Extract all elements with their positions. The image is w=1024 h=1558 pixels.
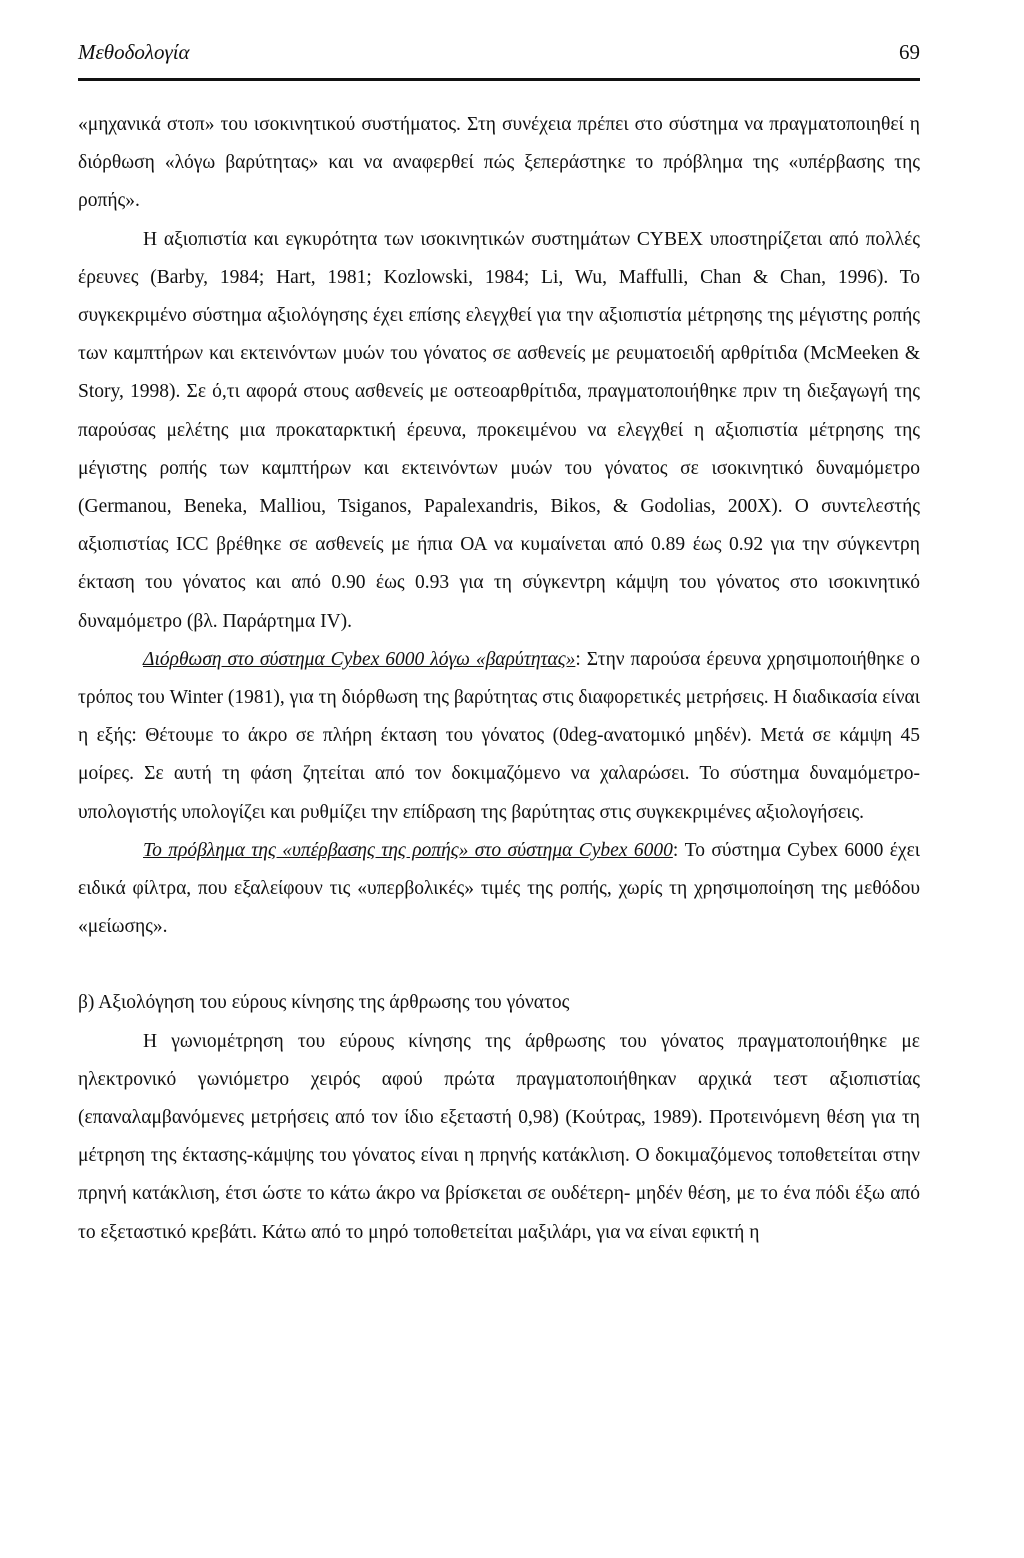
torque-overshoot-heading: Το πρόβλημα της «υπέρβασης της ροπής» στο σύστημα Cybex 6000 [143, 839, 673, 861]
gravity-correction-body: : Στην παρούσα έρευνα χρησιμοποιήθηκε ο τρόπος του Winter (1981), για τη διόρθωση της βαρύτητας στις διαφορετικές μετρήσεις. Η διαδικασία είναι η εξής: Θέτουμε το άκρο σε πλήρη έκταση του γόνατος (0deg-ανατομικό μηδέν). Μετά σε κάμψη 45 μοίρες. Σε αυτή τη φάση ζητείται από τον δοκιμαζόμενο να χαλαρώσει. Το σύστημα δυναμόμετρο-υπολογιστής υπολογίζει και ρυθμίζει την επίδραση της βαρύτητας στις συγκεκριμένες αξιολογήσεις. [78, 648, 920, 823]
paragraph-continuation: «μηχανικά στοπ» του ισοκινητικού συστήματος. Στη συνέχεια πρέπει στο σύστημα να πραγματοποιηθεί η διόρθωση «λόγω βαρύτητας» και να αναφερθεί πώς ξεπεράστηκε το πρόβλημα της «υπέρβασης της ροπής». [78, 114, 920, 212]
section-title: Μεθοδολογία [78, 40, 190, 64]
paragraph-torque-overshoot [78, 832, 920, 947]
page-number: 69 [899, 40, 920, 64]
section-b-heading: β) Αξιολόγηση του εύρους κίνησης της άρθρωσης του γόνατος [78, 992, 570, 1014]
header-rule [78, 78, 920, 81]
torque-overshoot-body: : Το σύστημα Cybex 6000 έχει ειδικά φίλτρα, που εξαλείφουν τις «υπερβολικές» τιμές της ροπής, χωρίς τη χρησιμοποίηση της μεθόδου «μείωσης». [78, 839, 921, 938]
paragraph-gravity-correction [78, 641, 920, 832]
paragraph-reliability: Η αξιοπιστία και εγκυρότητα των ισοκινητικών συστημάτων CYBEX υποστηρίζεται από πολλές έρευνες (Barby, 1984; Hart, 1981; Kozlowski, 1984; Li, Wu, Maffulli, Chan & Chan, 1996). Το συγκεκριμένο σύστημα αξιολόγησης έχει επίσης ελεγχθεί για την αξιοπιστία μέτρησης της μέγιστης ροπής των καμπτήρων και εκτεινόντων μυών του γόνατος σε ασθενείς με ρευματοειδή αρθρίτιδα (McMeeken & Story, 1998). Σε ό,τι αφορά στους ασθενείς με οστεοαρθρίτιδα, πραγματοποιήθηκε πριν τη διεξαγωγή της παρούσας μελέτης μια προκαταρκτική έρευνα, προκειμένου να ελεγχθεί η αξιοπιστία μέτρησης της μέγιστης ροπής των καμπτήρων και εκτεινόντων μυών του γόνατος σε ισοκινητικό δυναμόμετρο (Germanou, Beneka, Malliou, Tsiganos, Papalexandris, Bikos, & Godolias, 200X). Ο συντελεστής αξιοπιστίας ICC βρέθηκε σε ασθενείς με ήπια ΟΑ να κυμαίνεται από 0.89 έως 0.92 για την σύγκεντρη έκταση του γόνατος και από 0.90 έως 0.93 για τη σύγκεντρη κάμψη του γόνατος στο ισοκινητικό δυναμόμετρο (βλ. Παράρτημα IV). [78, 228, 920, 632]
running-head [78, 40, 920, 74]
gravity-correction-heading: Διόρθωση στο σύστημα Cybex 6000 λόγω «βαρύτητας» [143, 648, 576, 670]
paragraph-goniometry: Η γωνιομέτρηση του εύρους κίνησης της άρθρωσης του γόνατος πραγματοποιήθηκε με ηλεκτρονικό γωνιόμετρο χειρός αφού πρώτα πραγματοποιήθηκαν αρχικά τεστ αξιοπιστίας (επαναλαμβανόμενες μετρήσεις από τον ίδιο εξεταστή 0,98) (Κούτρας, 1989). Προτεινόμενη θέση για τη μέτρηση της έκτασης-κάμψης του γόνατος είναι η πρηνής κατάκλιση. Ο δοκιμαζόμενος τοποθετείται στην πρηνή κατάκλιση, έτσι ώστε το κάτω άκρο να βρίσκεται σε ουδέτερη- μηδέν θέση, με το ένα πόδι έξω από το εξεταστικό κρεβάτι. Κάτω από το μηρό τοποθετείται μαξιλάρι, για να είναι εφικτή η [78, 1030, 920, 1243]
section-gap [78, 946, 920, 984]
page-body [78, 106, 920, 1252]
